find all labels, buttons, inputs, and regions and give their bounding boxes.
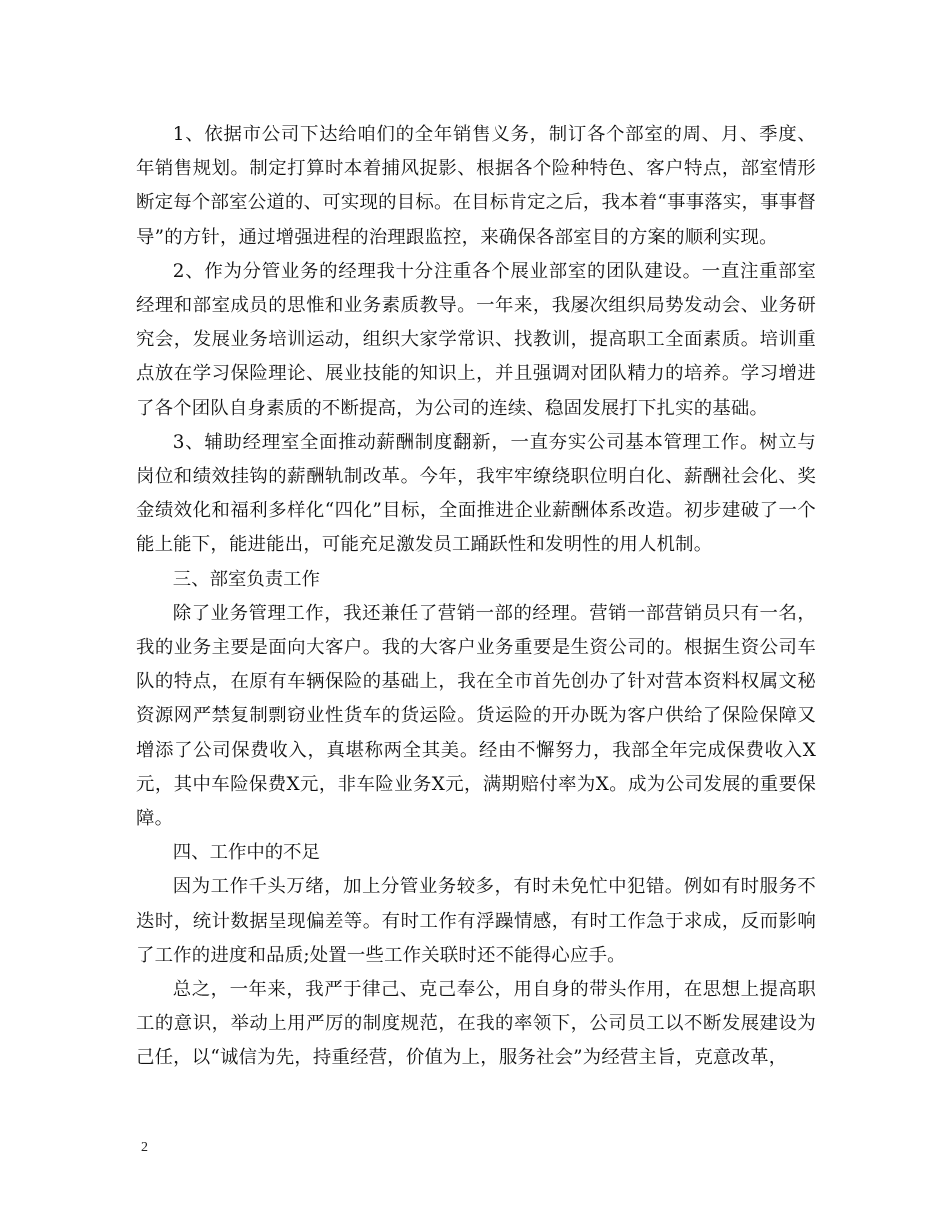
section-4-paragraph: 因为工作千头万绪，加上分管业务较多，有时未免忙中犯错。例如有时服务不迭时，统计数据呈现偏差等。有时工作有浮躁情感，有时工作急于求成，反而影响了工作的进度和品质;处置一些工作关联时还不能得心应手。 — [136, 876, 816, 966]
paragraph-3: 3、辅助经理室全面推动薪酬制度翻新，一直夯实公司基本管理工作。树立与岗位和绩效挂钩的薪酬轨制改革。今年，我牢牢缭绕职位明白化、薪酬社会化、奖金绩效化和福利多样化“四化”目标，全面推进企业薪酬体系改造。初步建破了一个能上能下，能进能出，可能充足激发员工踊跃性和发明性的用人机制。 — [136, 431, 816, 556]
page-number: 2 — [141, 1140, 148, 1155]
closing-paragraph: 总之，一年来，我严于律己、克己奉公，用自身的带头作用，在思想上提高职工的意识，举动上用严厉的制度规范，在我的率领下，公司员工以不断发展建设为己任，以“诚信为先，持重经营，价值为上，服务社会”为经营主旨，克意改革， — [136, 979, 816, 1069]
paragraph-1: 1、依据市公司下达给咱们的全年销售义务，制订各个部室的周、月、季度、年销售规划。制定打算时本着捕风捉影、根据各个险种特色、客户特点，部室情形断定每个部室公道的、可实现的目标。在目标肯定之后，我本着“事事落实，事事督导”的方针，通过增强进程的治理跟监控，来确保各部室目的方案的顺利实现。 — [136, 124, 816, 248]
document-body — [136, 118, 816, 1076]
section-3-paragraph: 除了业务管理工作，我还兼任了营销一部的经理。营销一部营销员只有一名，我的业务主要是面向大客户。我的大客户业务重要是生资公司的。根据生资公司车队的特点，在原有车辆保险的基础上，我在全市首先创办了针对营本资料权属文秘资源网严禁复制剽窃业性货车的货运险。货运险的开办既为客户供给了保险保障又增添了公司保费收入，真堪称两全其美。经由不懈努力，我部全年完成保费收入X元，其中车险保费X元，非车险业务X元，满期赔付率为X。成为公司发展的重要保障。 — [136, 602, 816, 830]
section-heading-4: 四、工作中的不足 — [172, 842, 320, 864]
section-heading-3: 三、部室负责工作 — [172, 568, 320, 590]
paragraph-2: 2、作为分管业务的经理我十分注重各个展业部室的团队建设。一直注重部室经理和部室成员的思惟和业务素质教导。一年来，我屡次组织局势发动会、业务研究会，发展业务培训运动，组织大家学常识、找教训，提高职工全面素质。培训重点放在学习保险理论、展业技能的知识上，并且强调对团队精力的培养。学习增进了各个团队自身素质的不断提高，为公司的连续、稳固发展打下扎实的基础。 — [136, 260, 816, 419]
